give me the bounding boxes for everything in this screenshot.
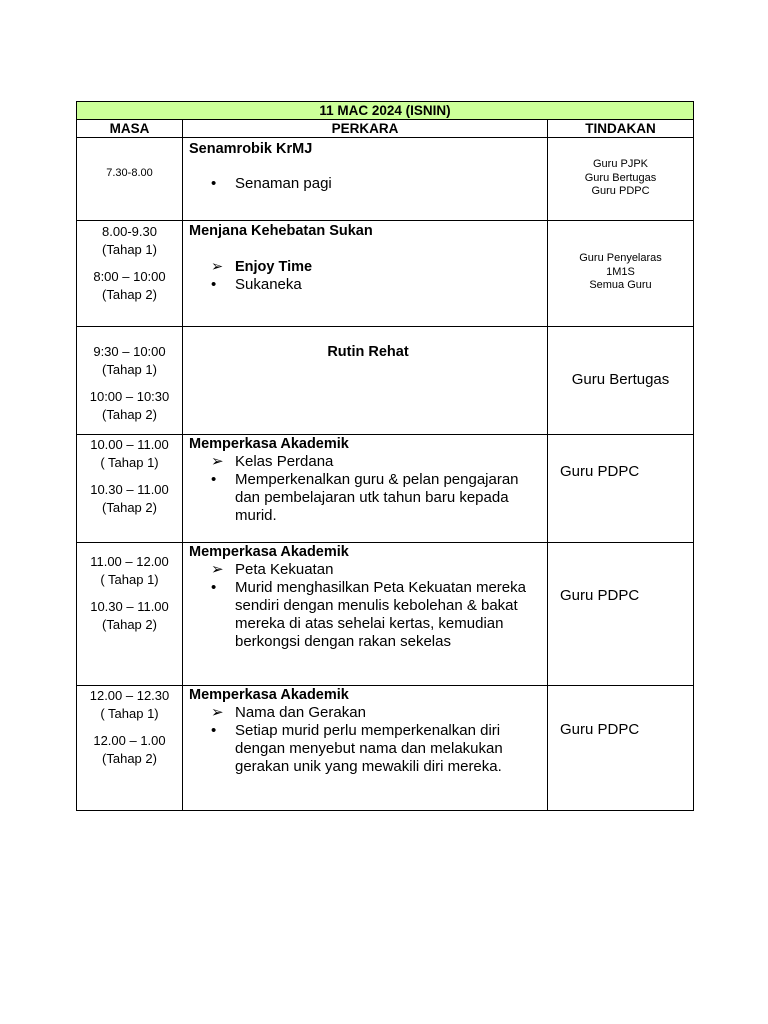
masa-tahap: (Tahap 2) (102, 407, 157, 422)
list-item (189, 704, 547, 722)
tindakan-cell (548, 327, 694, 435)
table-row (77, 138, 694, 221)
masa-time: 10:00 – 10:30 (89, 389, 170, 404)
header-perkara: PERKARA (183, 120, 548, 138)
header-masa: MASA (77, 120, 183, 138)
tindakan-cell (548, 221, 694, 327)
bullet-text: Enjoy Time (235, 259, 313, 275)
tindakan-line: Guru Bertugas (584, 171, 657, 184)
tindakan-line: Guru PDPC (560, 587, 640, 604)
perkara-cell (183, 327, 548, 435)
perkara-cell (183, 435, 548, 543)
masa-tahap: (Tahap 1) (102, 242, 157, 257)
list-item (189, 453, 547, 471)
title-row (77, 102, 694, 120)
bullet-text: Memperkenalkan guru & pelan pengajaran dan pembelajaran utk tahun baru kepada murid. (235, 471, 519, 524)
header-tindakan: TINDAKAN (548, 120, 694, 138)
perkara-cell (183, 138, 548, 221)
masa-time: 9:30 – 10:00 (93, 344, 166, 359)
masa-time: 8.00-9.30 (102, 224, 157, 239)
bullet-text: Senaman pagi (235, 175, 332, 192)
masa-tahap: ( Tahap 1) (100, 455, 159, 470)
list-item (189, 579, 547, 651)
tindakan-list (548, 158, 693, 199)
activity-heading: Menjana Kehebatan Sukan (189, 223, 373, 239)
list-item (189, 175, 547, 193)
bullet-list (189, 561, 547, 651)
date-title: 11 MAC 2024 (ISNIN) (77, 102, 694, 120)
bullet-list (189, 258, 547, 294)
bullet-marker: • (211, 579, 217, 596)
bullet-marker: • (211, 276, 217, 293)
masa-time: 10.30 – 11.00 (90, 599, 169, 614)
table-row (77, 327, 694, 435)
tindakan-line: Guru Penyelaras (579, 252, 662, 264)
masa-time: 12.00 – 12.30 (89, 688, 170, 703)
activity-heading: Senamrobik KrMJ (189, 141, 313, 157)
masa-tahap: (Tahap 2) (102, 617, 157, 632)
masa-cell (77, 543, 183, 686)
masa-tahap: (Tahap 2) (102, 500, 157, 515)
masa-time: 8:00 – 10:00 (93, 269, 166, 284)
tindakan-cell (548, 435, 694, 543)
perkara-cell (183, 221, 548, 327)
activity-heading: Memperkasa Akademik (189, 544, 349, 560)
tindakan-line: Guru PDPC (560, 721, 640, 738)
tindakan-line: Guru PJPK (592, 158, 649, 170)
perkara-cell (183, 543, 548, 686)
list-item (189, 276, 547, 294)
tindakan-cell (548, 686, 694, 811)
list-item (189, 561, 547, 579)
schedule-table (76, 101, 694, 811)
tindakan-cell (548, 138, 694, 221)
masa-cell (77, 435, 183, 543)
arrow-marker: ➢ (211, 704, 224, 721)
perkara-cell (183, 686, 548, 811)
masa-tahap: (Tahap 1) (102, 362, 157, 377)
tindakan-list (548, 252, 693, 293)
bullet-text: Murid menghasilkan Peta Kekuatan mereka sendiri dengan menulis kebolehan & bakat mereka di atas sehelai kertas, kemudian berkongsi dengan rakan sekelas (235, 579, 526, 650)
bullet-marker: • (211, 175, 217, 192)
table-row (77, 221, 694, 327)
masa-tahap: (Tahap 2) (102, 287, 157, 302)
masa-tahap: (Tahap 2) (102, 751, 157, 766)
masa-cell (77, 686, 183, 811)
activity-heading: Memperkasa Akademik (189, 687, 349, 703)
masa-time: 10.00 – 11.00 (90, 437, 169, 452)
tindakan-line: Guru PDPC (560, 463, 640, 480)
tindakan-line: Guru Bertugas (571, 371, 670, 388)
bullet-marker: • (211, 722, 217, 739)
masa-cell (77, 221, 183, 327)
list-item (189, 471, 547, 525)
bullet-list (189, 175, 547, 193)
tindakan-line: 1M1S (606, 265, 635, 278)
tindakan-line: Guru PDPC (591, 185, 650, 197)
bullet-text: Sukaneka (235, 276, 302, 293)
table-row (77, 435, 694, 543)
bullet-text: Peta Kekuatan (235, 561, 334, 578)
bullet-text: Kelas Perdana (235, 453, 334, 470)
masa-cell (77, 138, 183, 221)
masa-time: 7.30-8.00 (106, 167, 153, 179)
arrow-marker: ➢ (211, 259, 224, 275)
table-row (77, 686, 694, 811)
list-item (189, 258, 547, 276)
activity-heading: Memperkasa Akademik (189, 436, 349, 452)
arrow-marker: ➢ (211, 561, 224, 578)
bullet-list (189, 704, 547, 776)
table-row (77, 543, 694, 686)
masa-time: 12.00 – 1.00 (93, 733, 166, 748)
masa-tahap: ( Tahap 1) (100, 572, 159, 587)
tindakan-cell (548, 543, 694, 686)
bullet-list (189, 453, 547, 525)
masa-time: 11.00 – 12.00 (90, 554, 169, 569)
header-row (77, 120, 694, 138)
arrow-marker: ➢ (211, 453, 224, 470)
activity-heading: Rutin Rehat (327, 344, 409, 360)
bullet-text: Nama dan Gerakan (235, 704, 366, 721)
bullet-text: Setiap murid perlu memperkenalkan diri dengan menyebut nama dan melakukan gerakan unik yang mewakili diri mereka. (235, 722, 503, 775)
bullet-marker: • (211, 471, 217, 488)
tindakan-line: Semua Guru (589, 279, 652, 291)
masa-cell (77, 327, 183, 435)
list-item (189, 722, 547, 776)
masa-tahap: ( Tahap 1) (100, 706, 159, 721)
masa-time: 10.30 – 11.00 (90, 482, 169, 497)
